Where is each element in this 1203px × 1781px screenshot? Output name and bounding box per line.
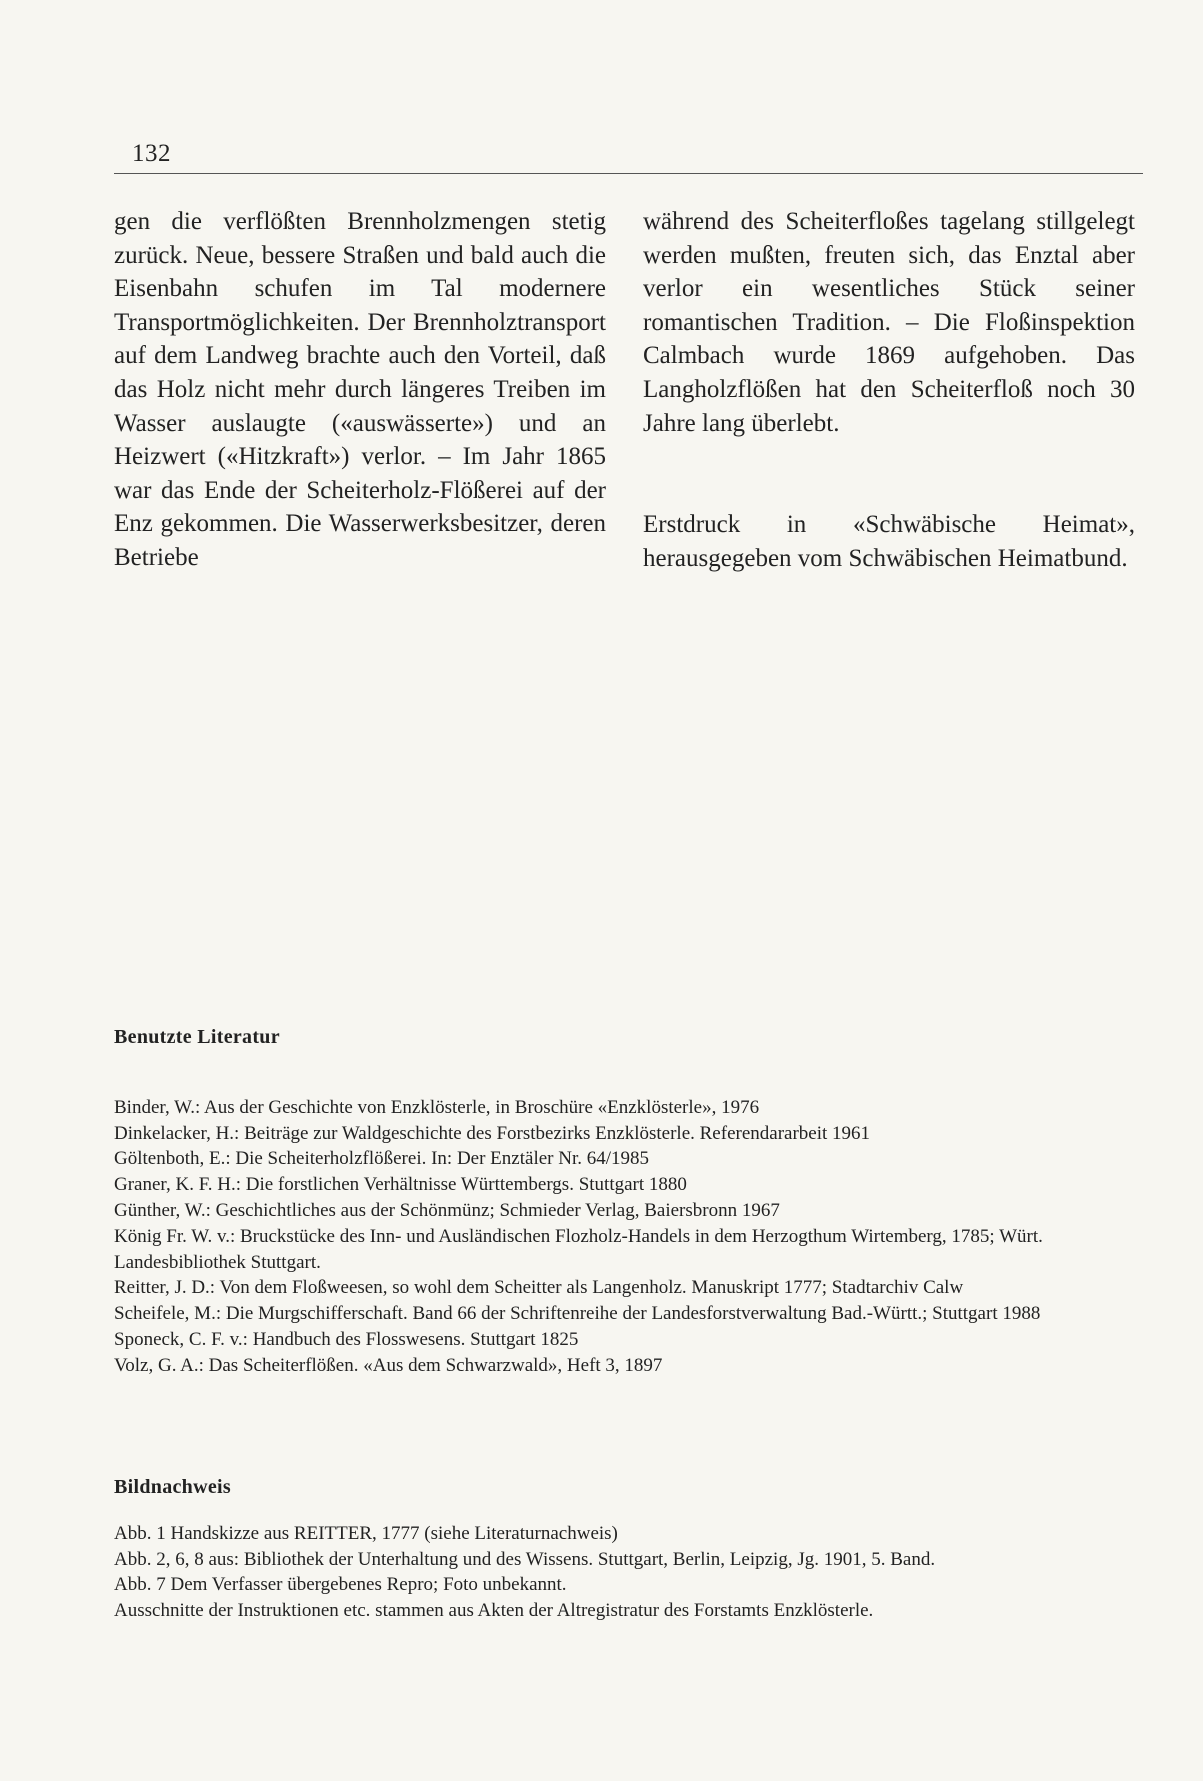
picture-credits-list xyxy=(114,1521,1144,1624)
page-number: 132 xyxy=(132,140,171,167)
picture-credit-entry: Abb. 7 Dem Verfasser übergebenes Repro; Foto unbekannt. xyxy=(114,1574,567,1596)
literature-entry: König Fr. W. v.: Bruckstücke des Inn- und Ausländischen Flozholz-Handels in dem Herzogthum Wirtemberg, 1785; Würt. Landesbibliothek Stuttgart. xyxy=(114,1225,1043,1273)
picture-credit-entry: Ausschnitte der Instruktionen etc. stammen aus Akten der Altregistratur des Forstamts Enzklösterle. xyxy=(114,1600,874,1622)
body-paragraph: gen die verflößten Brennholzmengen stetig zurück. Neue, bessere Straßen und bald auch die Eisenbahn schufen im Tal modernere Transportmöglichkeiten. Der Brennholztransport auf dem Landweg brachte auch den Vorteil, daß das Holz nicht mehr durch längeres Treiben im Wasser auslaugte («auswässerte») und an Heizwert («Hitzkraft») verlor. – Im Jahr 1865 war das Ende der Scheiterholz-Flößerei auf der Enz gekommen. Die Wasserwerksbesitzer, deren Betriebe xyxy=(114,208,606,571)
body-paragraph: während des Scheiterfloßes tagelang stillgelegt werden mußten, freuten sich, das Enztal aber verlor ein wesentliches Stück seiner romantischen Tradition. – Die Floßinspektion Calmbach wurde 1869 aufgehoben. Das Langholzflößen hat den Scheiterfloß noch 30 Jahre lang überlebt. xyxy=(643,208,1135,437)
picture-credit-entry: Abb. 2, 6, 8 aus: Bibliothek der Unterhaltung und des Wissens. Stuttgart, Berlin, Leipzig, Jg. 1901, 5. Band. xyxy=(114,1548,936,1570)
literature-entry: Graner, K. F. H.: Die forstlichen Verhältnisse Württembergs. Stuttgart 1880 xyxy=(114,1174,687,1196)
right-column xyxy=(643,205,1135,575)
literature-entry: Volz, G. A.: Das Scheiterflößen. «Aus dem Schwarzwald», Heft 3, 1897 xyxy=(114,1354,663,1376)
literature-section xyxy=(114,1025,1144,1379)
literature-entry: Binder, W.: Aus der Geschichte von Enzklösterle, in Broschüre «Enzklösterle», 1976 xyxy=(114,1096,760,1118)
left-column xyxy=(114,205,606,575)
picture-credits-section xyxy=(114,1475,1144,1624)
literature-entry: Göltenboth, E.: Die Scheiterholzflößerei. In: Der Enztäler Nr. 64/1985 xyxy=(114,1148,650,1170)
literature-entry: Günther, W.: Geschichtliches aus der Schönmünz; Schmieder Verlag, Baiersbronn 1967 xyxy=(114,1199,780,1221)
literature-list xyxy=(114,1095,1144,1379)
header-rule xyxy=(114,173,1143,174)
literature-entry: Reitter, J. D.: Von dem Floßweesen, so wohl dem Scheitter als Langenholz. Manuskript 1777; Stadtarchiv Calw xyxy=(114,1277,964,1299)
literature-heading: Benutzte Literatur xyxy=(114,1026,280,1048)
literature-entry: Sponeck, C. F. v.: Handbuch des Flosswesens. Stuttgart 1825 xyxy=(114,1328,579,1350)
first-print-note: Erstdruck in «Schwäbische Heimat», herausgegeben vom Schwäbischen Heimatbund. xyxy=(643,511,1135,572)
literature-entry: Scheifele, M.: Die Murgschifferschaft. Band 66 der Schriftenreihe der Landesforstverwaltung Bad.-Württ.; Stuttgart 1988 xyxy=(114,1303,1041,1325)
literature-entry: Dinkelacker, H.: Beiträge zur Waldgeschichte des Forstbezirks Enzklösterle. Referendararbeit 1961 xyxy=(114,1122,871,1144)
picture-credits-heading: Bildnachweis xyxy=(114,1476,231,1498)
picture-credit-entry: Abb. 1 Handskizze aus REITTER, 1777 (siehe Literaturnachweis) xyxy=(114,1522,618,1544)
